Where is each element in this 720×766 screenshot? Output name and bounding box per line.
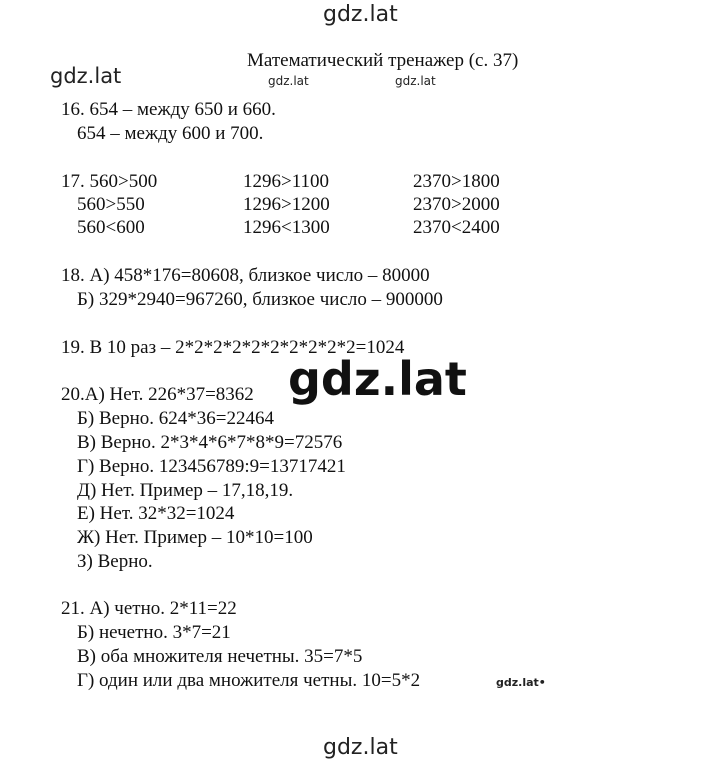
watermark-small-1: gdz.lat — [268, 74, 309, 88]
task-20-zh: Ж) Нет. Пример – 10*10=100 — [77, 527, 313, 548]
task-18-line-1: 18. А) 458*176=80608, близкое число – 80000 — [61, 265, 430, 286]
task-17-c2-r1: 1296>1100 — [243, 171, 330, 192]
task-16-line-1: 16. 654 – между 650 и 660. — [61, 99, 276, 120]
watermark-left: gdz.lat — [50, 64, 122, 88]
task-20-d: Д) Нет. Пример – 17,18,19. — [77, 480, 294, 501]
task-17-c2-r2: 1296>1200 — [243, 194, 330, 215]
task-20-a: 20.А) Нет. 226*37=8362 — [61, 384, 254, 405]
task-21-v: В) оба множителя нечетны. 35=7*5 — [77, 646, 363, 667]
task-17-c2-r3: 1296<1300 — [243, 217, 330, 238]
task-17-c1-r2: 560>550 — [77, 194, 145, 215]
task-20-v: В) Верно. 2*3*4*6*7*8*9=72576 — [77, 432, 343, 453]
watermark-small-2: gdz.lat — [395, 74, 436, 88]
task-21-a: 21. А) четно. 2*11=22 — [61, 598, 237, 619]
task-20-e: Е) Нет. 32*32=1024 — [77, 503, 235, 524]
task-20-b: Б) Верно. 624*36=22464 — [77, 408, 274, 429]
task-18-line-2: Б) 329*2940=967260, близкое число – 900000 — [77, 289, 443, 310]
page-title: Математический тренажер (с. 37) — [247, 50, 519, 71]
task-21-b: Б) нечетно. 3*7=21 — [77, 622, 231, 643]
task-17-c3-r3: 2370<2400 — [413, 217, 500, 238]
task-19-line-1: 19. В 10 раз – 2*2*2*2*2*2*2*2*2*2=1024 — [61, 337, 405, 358]
watermark-bottom: gdz.lat — [323, 735, 398, 760]
task-17-c3-r1: 2370>1800 — [413, 171, 500, 192]
task-21-g: Г) один или два множителя четны. 10=5*2 — [77, 670, 421, 691]
task-17-c1-r1: 17. 560>500 — [61, 171, 158, 192]
watermark-center: gdz.lat — [288, 352, 467, 406]
task-17-c1-r3: 560<600 — [77, 217, 145, 238]
task-17-c3-r2: 2370>2000 — [413, 194, 500, 215]
watermark-top: gdz.lat — [323, 2, 398, 27]
task-20-g: Г) Верно. 123456789:9=13717421 — [77, 456, 346, 477]
task-16-line-2: 654 – между 600 и 700. — [77, 123, 264, 144]
task-20-z: З) Верно. — [77, 551, 153, 572]
watermark-right-small: gdz.lat• — [496, 676, 546, 689]
